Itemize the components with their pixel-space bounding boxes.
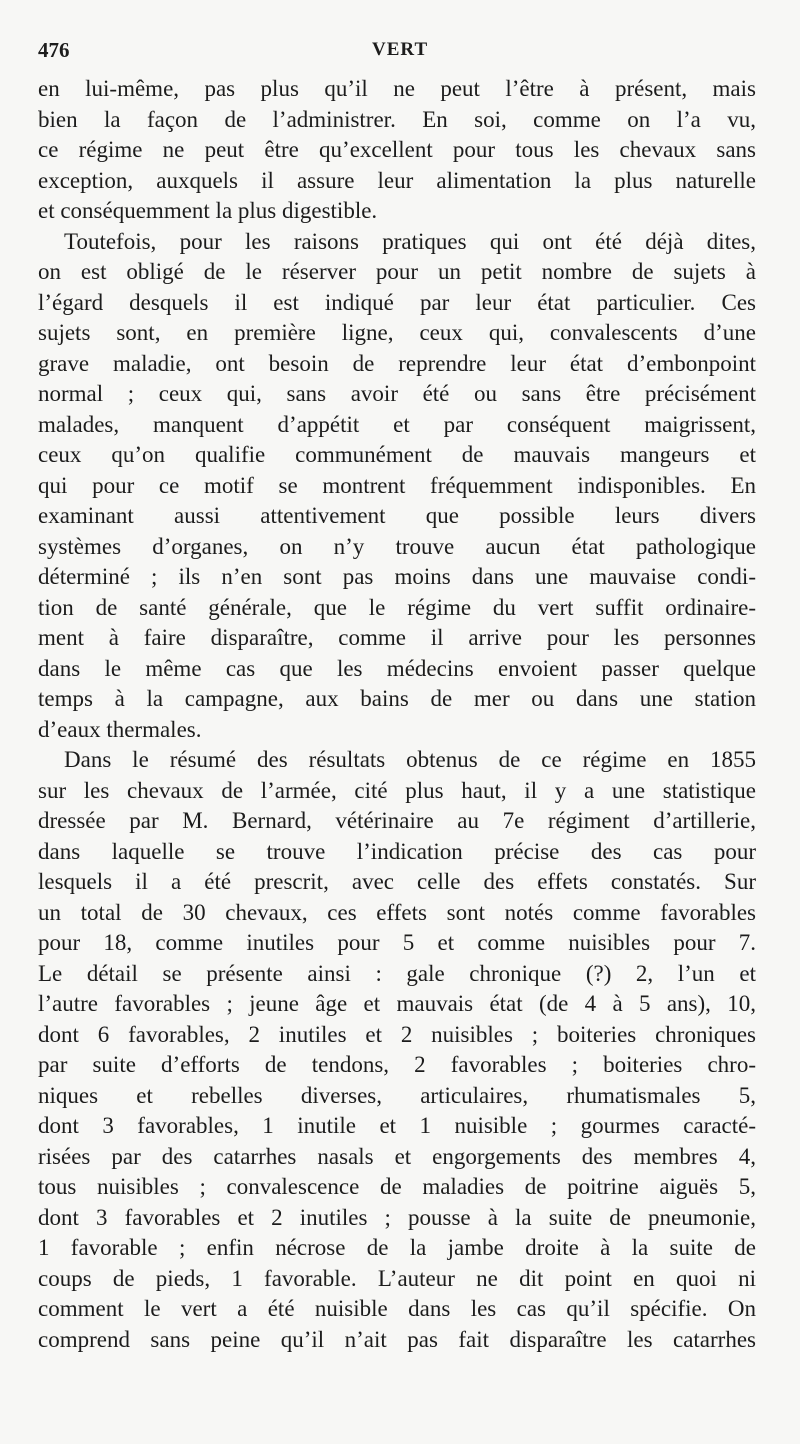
- text-line: dans laquelle se trouve l’indication précise des cas pour: [38, 838, 756, 864]
- text-line: comprend sans peine qu’il n’ait pas fait disparaître les catarrhes: [38, 1326, 756, 1352]
- text-line: lesquels il a été prescrit, avec celle des effets constatés. Sur: [38, 869, 756, 894]
- text-line: grave maladie, ont besoin de reprendre leur état d’embonpoint: [38, 350, 756, 376]
- text-line: dont 3 favorables, 1 inutile et 1 nuisible ; gourmes caracté-: [38, 1113, 756, 1138]
- text-line: comment le vert a été nuisible dans les cas qu’il spécifie. On: [38, 1296, 756, 1321]
- text-line: en lui-même, pas plus qu’il ne peut l’être à présent, mais: [38, 76, 756, 101]
- text-line: déterminé ; ils n’en sont pas moins dans une mauvaise condi-: [38, 564, 756, 589]
- text-line: exception, auxquels il assure leur alimentation la plus naturelle: [38, 167, 756, 193]
- text-line: malades, manquent d’appétit et par conséquent maigrissent,: [38, 411, 756, 437]
- text-line: d’eaux thermales.: [38, 716, 202, 742]
- text-line: 1 favorable ; enfin nécrose de la jambe droite à la suite de: [38, 1235, 756, 1260]
- paragraph-start-line: Dans le résumé des résultats obtenus de ce régime en 1855: [64, 747, 756, 772]
- text-line: ceux qu’on qualifie communément de mauvais mangeurs et: [38, 442, 756, 467]
- text-line: sujets sont, en première ligne, ceux qui, convalescents d’une: [38, 320, 756, 345]
- text-line: l’autre favorables ; jeune âge et mauvais état (de 4 à 5 ans), 10,: [38, 991, 756, 1016]
- text-line: sur les chevaux de l’armée, cité plus haut, il y a une statistique: [38, 777, 756, 803]
- text-line: on est obligé de le réserver pour un petit nombre de sujets à: [38, 259, 756, 284]
- paragraph-start-line: Toutefois, pour les raisons pratiques qui ont été déjà dites,: [64, 228, 756, 254]
- text-line: dans le même cas que les médecins envoient passer quelque: [38, 655, 756, 681]
- text-line: normal ; ceux qui, sans avoir été ou sans être précisément: [38, 381, 756, 406]
- text-line: tion de santé générale, que le régime du vert suffit ordinaire-: [38, 594, 756, 620]
- text-line: Le détail se présente ainsi : gale chronique (?) 2, l’un et: [38, 960, 756, 986]
- text-line: ment à faire disparaître, comme il arrive pour les personnes: [38, 625, 756, 650]
- text-line: par suite d’efforts de tendons, 2 favorables ; boiteries chro-: [38, 1052, 756, 1077]
- text-line: dont 6 favorables, 2 inutiles et 2 nuisibles ; boiteries chroniques: [38, 1021, 756, 1047]
- text-line: pour 18, comme inutiles pour 5 et comme nuisibles pour 7.: [38, 930, 756, 955]
- text-line: ce régime ne peut être qu’excellent pour tous les chevaux sans: [38, 137, 756, 162]
- text-line: examinant aussi attentivement que possible leurs divers: [38, 503, 756, 528]
- text-line: coups de pieds, 1 favorable. L’auteur ne dit point en quoi ni: [38, 1265, 756, 1291]
- text-line: qui pour ce motif se montrent fréquemment indisponibles. En: [38, 472, 756, 498]
- page-header: [0, 38, 800, 68]
- text-line: et conséquemment la plus digestible.: [38, 198, 378, 223]
- body-text: [38, 74, 756, 1355]
- text-line: dont 3 favorables et 2 inutiles ; pousse à la suite de pneumonie,: [38, 1204, 756, 1230]
- text-line: un total de 30 chevaux, ces effets sont notés comme favorables: [38, 899, 756, 925]
- text-line: bien la façon de l’administrer. En soi, comme on l’a vu,: [38, 106, 756, 132]
- text-line: l’égard desquels il est indiqué par leur état particulier. Ces: [38, 289, 756, 315]
- text-line: dressée par M. Bernard, vétérinaire au 7e régiment d’artillerie,: [38, 808, 756, 833]
- text-line: risées par des catarrhes nasals et engorgements des membres 4,: [38, 1143, 756, 1169]
- page-number: 476: [38, 38, 70, 62]
- text-line: temps à la campagne, aux bains de mer ou dans une station: [38, 686, 756, 711]
- text-line: tous nuisibles ; convalescence de maladies de poitrine aiguës 5,: [38, 1174, 756, 1199]
- running-head: VERT: [372, 39, 429, 60]
- text-line: systèmes d’organes, on n’y trouve aucun état pathologique: [38, 533, 756, 559]
- text-line: niques et rebelles diverses, articulaires, rhumatismales 5,: [38, 1082, 756, 1108]
